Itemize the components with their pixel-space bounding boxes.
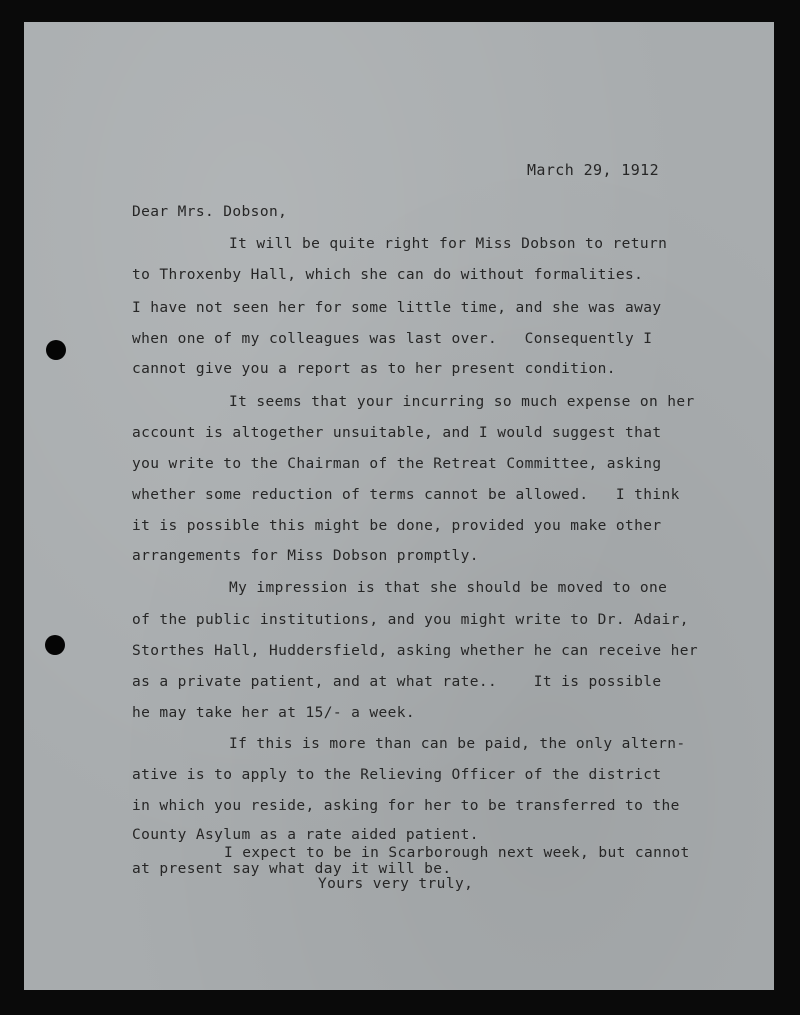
- letter-line: ative is to apply to the Relieving Officer of the district: [132, 767, 662, 783]
- letter-line: it is possible this might be done, provided you make other: [132, 518, 662, 534]
- letter-line: when one of my colleagues was last over. Consequently I: [132, 331, 653, 347]
- punch-hole-top: [46, 340, 66, 360]
- letter-line: cannot give you a report as to her present condition.: [132, 361, 616, 377]
- letter-line: you write to the Chairman of the Retreat Committee, asking: [132, 456, 662, 472]
- letter-line: It will be quite right for Miss Dobson to return: [229, 236, 668, 252]
- letter-closing: Yours very truly,: [318, 876, 474, 892]
- letter-line: County Asylum as a rate aided patient.: [132, 827, 479, 843]
- letter-line: he may take her at 15/- a week.: [132, 705, 416, 721]
- letter-line: I expect to be in Scarborough next week, but cannot: [224, 845, 690, 861]
- letter-line: whether some reduction of terms cannot be allowed. I think: [132, 487, 680, 503]
- letter-line: My impression is that she should be moved to one: [229, 580, 668, 596]
- letter-line: of the public institutions, and you might write to Dr. Adair,: [132, 612, 689, 628]
- letter-line: to Throxenby Hall, which she can do without formalities.: [132, 267, 644, 283]
- letter-line: arrangements for Miss Dobson promptly.: [132, 548, 479, 564]
- letter-salutation: Dear Mrs. Dobson,: [132, 204, 288, 220]
- letter-line: in which you reside, asking for her to be transferred to the: [132, 798, 680, 814]
- letter-line: It seems that your incurring so much expense on her: [229, 394, 695, 410]
- letter-line: I have not seen her for some little time, and she was away: [132, 300, 662, 316]
- letter-line: as a private patient, and at what rate.. It is possible: [132, 674, 662, 690]
- letter-line: at present say what day it will be.: [132, 861, 452, 877]
- letter-line: Storthes Hall, Huddersfield, asking whether he can receive her: [132, 643, 699, 659]
- letter-line: account is altogether unsuitable, and I would suggest that: [132, 425, 662, 441]
- punch-hole-bottom: [45, 635, 65, 655]
- letter-line: If this is more than can be paid, the only altern-: [229, 736, 686, 752]
- letter-date: March 29, 1912: [527, 161, 660, 179]
